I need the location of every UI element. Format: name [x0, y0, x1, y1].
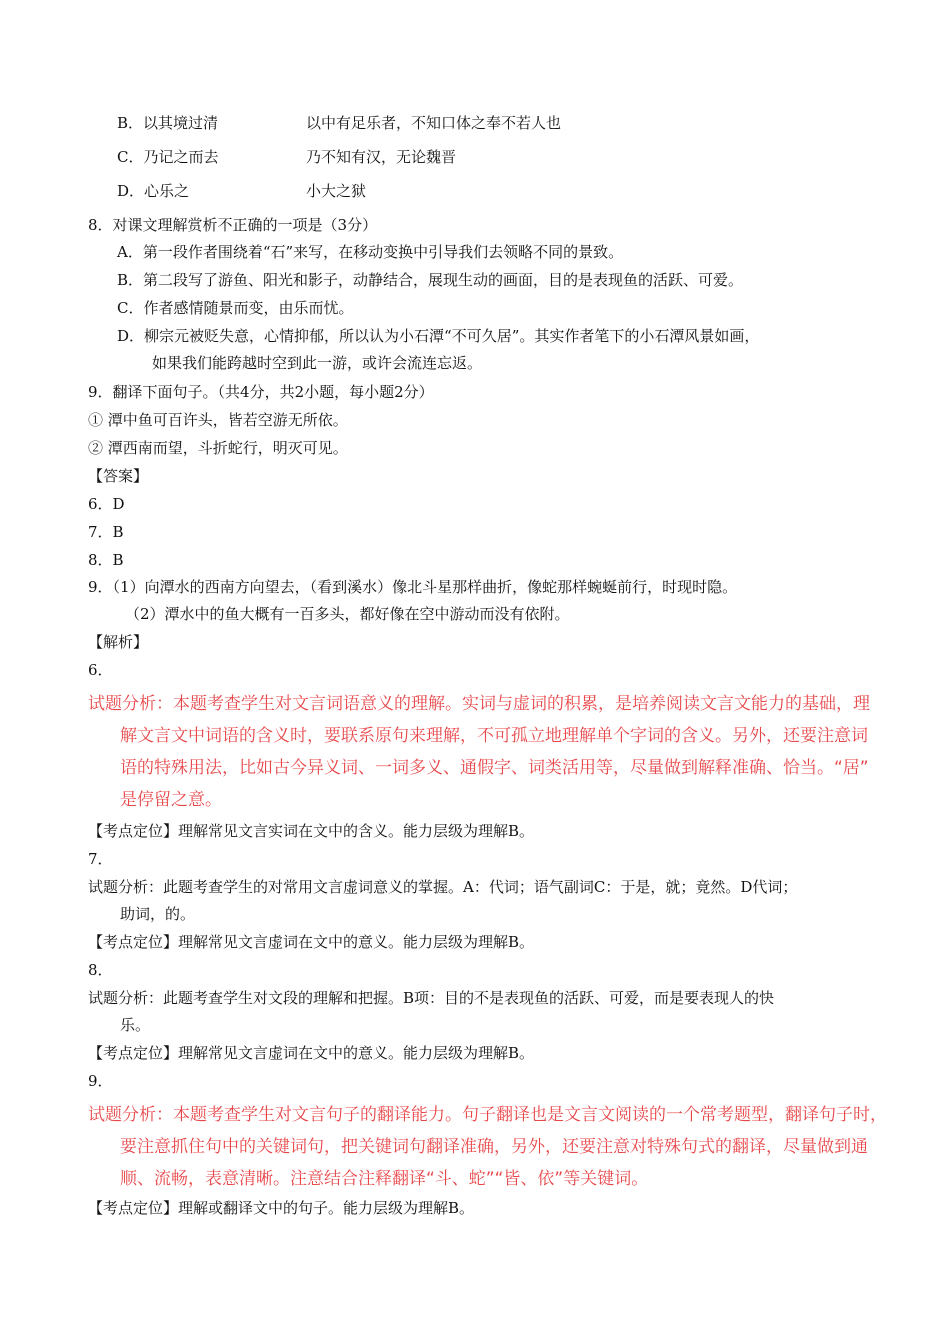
- q7-option-c-left: C．乃记之而去: [117, 148, 219, 166]
- q8-option-b: B．第二段写了游鱼、阳光和影子，动静结合，展现生动的画面，目的是表现鱼的活跃、可爱。: [117, 271, 744, 289]
- analysis-6-number: 6．: [88, 661, 113, 679]
- analysis-6-text-line3: 语的特殊用法，比如古今异义词、一词多义、通假字、词类活用等，尽量做到解释准确、恰当。“居”: [120, 758, 869, 778]
- answer-9-part2: （2）潭水中的鱼大概有一百多头，都好像在空中游动而没有依附。: [125, 605, 570, 623]
- analysis-8-text-line1: 试题分析：此题考查学生对文段的理解和把握。B项：目的不是表现鱼的活跃、可爱，而是要表现人的快: [88, 989, 775, 1007]
- q9-sentence-1: ① 潭中鱼可百许头，皆若空游无所依。: [88, 411, 348, 429]
- analysis-7-text-line2: 助词，的。: [120, 905, 196, 923]
- analysis-header: 【解析】: [88, 633, 149, 651]
- q7-option-b-left: B．以其境过清: [117, 114, 219, 132]
- q7-option-c-right: 乃不知有汉，无论魏晋: [306, 148, 457, 166]
- answer-7: 7．B: [88, 523, 124, 541]
- answer-6: 6．D: [88, 495, 125, 513]
- analysis-9-text-line3: 顺、流畅，表意清晰。注意结合注释翻译“斗、蛇”“皆、依”等关键词。: [120, 1169, 649, 1189]
- q7-option-d-left: D．心乐之: [117, 182, 190, 200]
- analysis-8-key: 【考点定位】理解常见文言虚词在文中的意义。能力层级为理解B。: [88, 1044, 535, 1062]
- analysis-6-key: 【考点定位】理解常见文言实词在文中的含义。能力层级为理解B。: [88, 822, 535, 840]
- analysis-7-text-line1: 试题分析：此题考查学生的对常用文言虚词意义的掌握。A：代词；语气副词C：于是，就；竟然。D代词；: [88, 878, 798, 896]
- analysis-9-number: 9．: [88, 1072, 113, 1090]
- analysis-8-number: 8．: [88, 961, 113, 979]
- q9-sentence-2: ② 潭西南而望，斗折蛇行，明灭可见。: [88, 439, 348, 457]
- q8-option-a: A．第一段作者围绕着“石”来写，在移动变换中引导我们去领略不同的景致。: [117, 243, 624, 261]
- q8-option-c: C．作者感情随景而变，由乐而忧。: [117, 299, 354, 317]
- analysis-8-text-line2: 乐。: [120, 1016, 151, 1034]
- analysis-9-text-line1: 试题分析：本题考查学生对文言句子的翻译能力。句子翻译也是文言文阅读的一个常考题型，翻译句子时，: [88, 1105, 887, 1125]
- q9-stem: 9．翻译下面句子。（共4分，共2小题，每小题2分）: [88, 383, 434, 401]
- q7-option-d-right: 小大之狱: [306, 182, 367, 200]
- analysis-9-text-line2: 要注意抓住句中的关键词句，把关键词句翻译准确，另外，还要注意对特殊句式的翻译，尽量做到通: [120, 1137, 868, 1157]
- q8-option-d-line1: D．柳宗元被贬失意，心情抑郁，所以认为小石潭“不可久居”。其实作者笔下的小石潭风景如画，: [117, 327, 760, 345]
- analysis-7-number: 7．: [88, 850, 113, 868]
- q7-option-b-right: 以中有足乐者，不知口体之奉不若人也: [306, 114, 562, 132]
- analysis-6-text-line2: 解文言文中词语的含义时，要联系原句来理解，不可孤立地理解单个字词的含义。另外，还要注意词: [120, 726, 868, 746]
- answer-8: 8．B: [88, 551, 124, 569]
- analysis-6-text-line4: 是停留之意。: [120, 790, 222, 810]
- analysis-6-text-line1: 试题分析：本题考查学生对文言词语意义的理解。实词与虚词的积累，是培养阅读文言文能力的基础，理: [88, 694, 870, 714]
- analysis-9-key: 【考点定位】理解或翻译文中的句子。能力层级为理解B。: [88, 1199, 475, 1217]
- analysis-7-key: 【考点定位】理解常见文言虚词在文中的意义。能力层级为理解B。: [88, 933, 535, 951]
- q8-option-d-line2: 如果我们能跨越时空到此一游，或许会流连忘返。: [152, 354, 483, 372]
- q8-stem: 8．对课文理解赏析不正确的一项是（3分）: [88, 216, 378, 234]
- answer-header: 【答案】: [88, 467, 149, 485]
- answer-9-part1: 9．（1）向潭水的西南方向望去，（看到溪水）像北斗星那样曲折，像蛇那样蜿蜒前行，时现时隐。: [88, 578, 738, 596]
